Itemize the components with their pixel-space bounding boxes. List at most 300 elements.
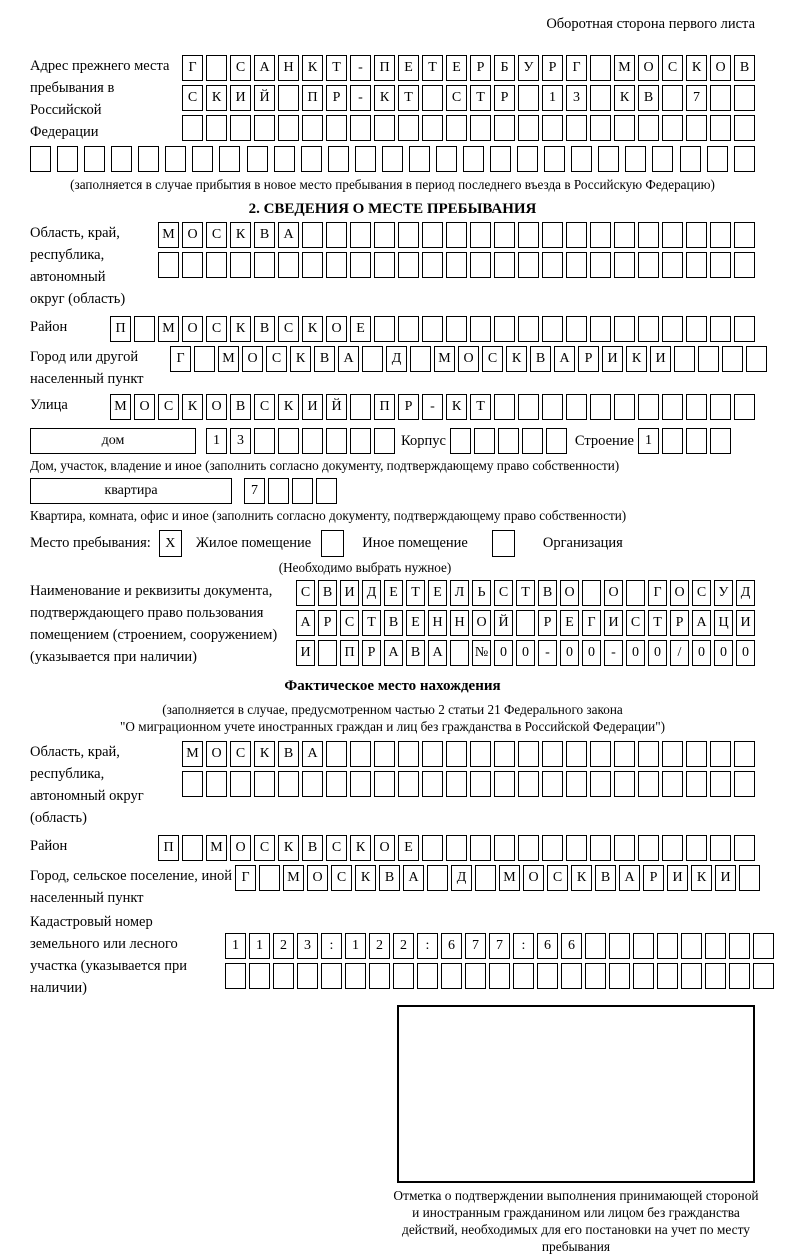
char-cell [494, 115, 515, 141]
char-cell [446, 741, 467, 767]
char-cell: В [530, 346, 551, 372]
korpus-label: Корпус [401, 433, 446, 449]
char-cell: 2 [393, 933, 414, 959]
char-cell [182, 835, 203, 861]
char-cell: 0 [736, 640, 755, 666]
char-cell: С [206, 222, 227, 248]
actual-region-row-1 [182, 741, 755, 767]
char-cell [614, 222, 635, 248]
char-cell: В [406, 640, 425, 666]
char-cell: Т [470, 85, 491, 111]
char-cell: 0 [692, 640, 711, 666]
prev-address-rows [182, 55, 755, 141]
char-cell: 0 [516, 640, 535, 666]
actual-region-rows [182, 741, 755, 797]
char-cell [470, 741, 491, 767]
char-cell [662, 252, 683, 278]
char-cell [638, 316, 659, 342]
char-cell: 7 [465, 933, 486, 959]
char-cell [225, 963, 246, 989]
char-cell [544, 146, 565, 172]
char-cell: М [206, 835, 227, 861]
char-cell [638, 252, 659, 278]
char-cell [446, 835, 467, 861]
char-cell: О [523, 865, 544, 891]
char-cell [374, 252, 395, 278]
char-cell [393, 963, 414, 989]
char-cell: С [340, 610, 359, 636]
char-cell [566, 835, 587, 861]
char-cell [710, 835, 731, 861]
char-cell: М [218, 346, 239, 372]
char-cell [259, 865, 280, 891]
apartment-cells [244, 478, 337, 504]
char-cell [518, 394, 539, 420]
char-cell: С [158, 394, 179, 420]
char-cell: Р [398, 394, 419, 420]
char-cell [566, 252, 587, 278]
char-cell [734, 316, 755, 342]
char-cell [182, 771, 203, 797]
char-cell [614, 252, 635, 278]
char-cell: О [242, 346, 263, 372]
char-cell: Д [736, 580, 755, 606]
char-cell [710, 222, 731, 248]
char-cell [542, 741, 563, 767]
actual-district-label: Район [30, 838, 68, 854]
char-cell [470, 771, 491, 797]
char-cell [626, 580, 645, 606]
char-cell: Е [384, 580, 403, 606]
char-cell [422, 835, 443, 861]
char-cell: 0 [560, 640, 579, 666]
char-cell [518, 85, 539, 111]
char-cell: О [560, 580, 579, 606]
char-cell: В [302, 835, 323, 861]
char-cell [710, 394, 731, 420]
char-cell: 2 [273, 933, 294, 959]
char-cell [585, 963, 606, 989]
char-cell [734, 252, 755, 278]
char-cell [441, 963, 462, 989]
char-cell: И [602, 346, 623, 372]
char-cell [326, 222, 347, 248]
char-cell [734, 394, 755, 420]
char-cell: К [626, 346, 647, 372]
char-cell [84, 146, 105, 172]
document-label: Наименование и реквизиты документа, подтверждающего право пользования помещением (строением, сооружением) (указывается при наличии) [30, 583, 278, 665]
char-cell [710, 115, 731, 141]
char-cell: 2 [369, 933, 390, 959]
char-cell [585, 933, 606, 959]
char-cell: Е [406, 610, 425, 636]
char-cell [422, 771, 443, 797]
char-cell: С [547, 865, 568, 891]
char-cell [382, 146, 403, 172]
street-row [110, 394, 755, 420]
char-cell [321, 963, 342, 989]
char-cell [494, 835, 515, 861]
char-cell [398, 741, 419, 767]
char-cell: Е [560, 610, 579, 636]
char-cell [609, 963, 630, 989]
char-cell [753, 933, 774, 959]
char-cell [494, 741, 515, 767]
char-cell: Е [350, 316, 371, 342]
char-cell: 7 [686, 85, 707, 111]
char-cell: 1 [225, 933, 246, 959]
char-cell: А [278, 222, 299, 248]
char-cell [350, 428, 371, 454]
char-cell: 0 [626, 640, 645, 666]
char-cell: О [472, 610, 491, 636]
char-cell: В [638, 85, 659, 111]
char-cell: Т [422, 55, 443, 81]
char-cell: П [340, 640, 359, 666]
char-cell [686, 115, 707, 141]
char-cell [206, 55, 227, 81]
char-cell [537, 963, 558, 989]
region-field [30, 222, 755, 310]
char-cell: М [158, 316, 179, 342]
prev-address-row-4 [30, 146, 755, 172]
char-cell: М [110, 394, 131, 420]
char-cell [686, 394, 707, 420]
char-cell [542, 771, 563, 797]
char-cell [494, 394, 515, 420]
char-cell: : [321, 933, 342, 959]
char-cell [542, 835, 563, 861]
char-cell: О [206, 394, 227, 420]
char-cell [614, 394, 635, 420]
char-cell [633, 933, 654, 959]
char-cell: В [314, 346, 335, 372]
char-cell: Е [428, 580, 447, 606]
char-cell: К [290, 346, 311, 372]
prev-address-field [30, 55, 755, 143]
char-cell: 1 [542, 85, 563, 111]
char-cell: А [619, 865, 640, 891]
char-cell: В [595, 865, 616, 891]
char-cell [274, 146, 295, 172]
cadastral-label: Кадастровый номер земельного или лесного участка (указывается при наличии) [30, 914, 187, 996]
char-cell: М [182, 741, 203, 767]
char-cell [542, 115, 563, 141]
char-cell [297, 963, 318, 989]
char-cell: А [338, 346, 359, 372]
char-cell [254, 428, 275, 454]
char-cell [734, 222, 755, 248]
char-cell [590, 252, 611, 278]
char-cell: Т [648, 610, 667, 636]
district-row [110, 316, 755, 342]
char-cell: О [374, 835, 395, 861]
char-cell [662, 741, 683, 767]
char-cell [463, 146, 484, 172]
char-cell [302, 115, 323, 141]
char-cell: - [538, 640, 557, 666]
char-cell [734, 741, 755, 767]
char-cell: С [206, 316, 227, 342]
char-cell: Н [278, 55, 299, 81]
char-cell: Г [170, 346, 191, 372]
char-cell [546, 428, 567, 454]
char-cell: С [266, 346, 287, 372]
char-cell [614, 771, 635, 797]
char-cell: Е [398, 55, 419, 81]
char-cell [111, 146, 132, 172]
char-cell: 1 [345, 933, 366, 959]
actual-district-row [158, 835, 755, 861]
char-cell: 0 [494, 640, 513, 666]
char-cell [249, 963, 270, 989]
char-cell: Й [254, 85, 275, 111]
apartment-box-label: квартира [30, 478, 232, 504]
char-cell: О [307, 865, 328, 891]
char-cell [326, 115, 347, 141]
char-cell [705, 933, 726, 959]
char-cell [350, 741, 371, 767]
char-cell [686, 428, 707, 454]
prev-address-caption: (заполняется в случае прибытия в новое место пребывания в период последнего въезда в Российскую Федерацию) [70, 177, 715, 192]
char-cell [369, 963, 390, 989]
char-cell [292, 478, 313, 504]
char-cell [662, 316, 683, 342]
char-cell: К [691, 865, 712, 891]
char-cell [230, 252, 251, 278]
header-note: Оборотная сторона первого листа [546, 16, 755, 32]
char-cell [657, 933, 678, 959]
char-cell [398, 252, 419, 278]
char-cell [734, 835, 755, 861]
char-cell: Р [670, 610, 689, 636]
char-cell [710, 316, 731, 342]
actual-location-title: Фактическое место нахождения [284, 678, 501, 694]
char-cell [422, 85, 443, 111]
char-cell: И [296, 640, 315, 666]
char-cell: Й [494, 610, 513, 636]
char-cell [566, 316, 587, 342]
char-cell: К [686, 55, 707, 81]
char-cell: М [158, 222, 179, 248]
char-cell: С [254, 835, 275, 861]
char-cell [302, 771, 323, 797]
char-cell [638, 771, 659, 797]
char-cell: И [340, 580, 359, 606]
char-cell: В [318, 580, 337, 606]
region-label: Область, край, республика, автономный округ (область) [30, 225, 126, 307]
char-cell [247, 146, 268, 172]
char-cell: М [499, 865, 520, 891]
char-cell: 1 [249, 933, 270, 959]
char-cell: А [428, 640, 447, 666]
char-cell [542, 252, 563, 278]
char-cell [494, 222, 515, 248]
char-cell: М [614, 55, 635, 81]
cadastral-row-1 [225, 933, 774, 959]
stay-checkbox-other [321, 530, 344, 557]
house-caption: Дом, участок, владение и иное (заполнить согласно документу, подтверждающему право собственности) [30, 458, 620, 473]
char-cell [206, 252, 227, 278]
char-cell [422, 222, 443, 248]
char-cell: П [158, 835, 179, 861]
prev-address-label: Адрес прежнего места пребывания в Российской Федерации [30, 58, 170, 140]
char-cell [614, 115, 635, 141]
char-cell: В [538, 580, 557, 606]
char-cell [254, 771, 275, 797]
house-box-label: дом [30, 428, 196, 454]
char-cell [374, 428, 395, 454]
char-cell: П [110, 316, 131, 342]
char-cell [662, 85, 683, 111]
char-cell [680, 146, 701, 172]
char-cell: О [638, 55, 659, 81]
char-cell [494, 252, 515, 278]
char-cell [614, 835, 635, 861]
char-cell: 1 [638, 428, 659, 454]
char-cell [517, 146, 538, 172]
char-cell: Е [446, 55, 467, 81]
char-cell: С [331, 865, 352, 891]
char-cell: А [692, 610, 711, 636]
char-cell: В [734, 55, 755, 81]
stroenie-label: Строение [574, 433, 634, 449]
char-cell [662, 222, 683, 248]
char-cell: 7 [244, 478, 265, 504]
char-cell [450, 640, 469, 666]
document-rows [296, 580, 755, 666]
char-cell: П [374, 394, 395, 420]
char-cell: П [302, 85, 323, 111]
actual-region-label: Область, край, республика, автономный округ (область) [30, 744, 144, 826]
char-cell [350, 222, 371, 248]
char-cell [422, 115, 443, 141]
char-cell [278, 252, 299, 278]
char-cell [590, 115, 611, 141]
char-cell: К [182, 394, 203, 420]
char-cell: И [604, 610, 623, 636]
char-cell [609, 933, 630, 959]
char-cell: К [614, 85, 635, 111]
stay-checkbox-organization [492, 530, 515, 557]
char-cell [566, 222, 587, 248]
char-cell [729, 963, 750, 989]
char-cell: Н [450, 610, 469, 636]
char-cell: 3 [297, 933, 318, 959]
stay-label: Место пребывания: [30, 535, 151, 551]
char-cell: К [446, 394, 467, 420]
char-cell: Н [428, 610, 447, 636]
stamp-box [397, 1005, 755, 1183]
char-cell: О [604, 580, 623, 606]
char-cell [686, 771, 707, 797]
char-cell: О [710, 55, 731, 81]
char-cell [707, 146, 728, 172]
char-cell: К [254, 741, 275, 767]
char-cell: Р [470, 55, 491, 81]
char-cell: К [302, 55, 323, 81]
char-cell: С [254, 394, 275, 420]
char-cell: Д [362, 580, 381, 606]
char-cell: 3 [230, 428, 251, 454]
char-cell [561, 963, 582, 989]
char-cell [571, 146, 592, 172]
char-cell: А [403, 865, 424, 891]
char-cell [326, 771, 347, 797]
char-cell [374, 115, 395, 141]
char-cell [436, 146, 457, 172]
cadastral-row-2 [225, 963, 774, 989]
char-cell [734, 146, 755, 172]
char-cell [302, 428, 323, 454]
char-cell [734, 771, 755, 797]
char-cell: Б [494, 55, 515, 81]
char-cell [542, 316, 563, 342]
stay-option-residential: Жилое помещение [195, 535, 312, 551]
char-cell: Д [386, 346, 407, 372]
form-page [30, 0, 759, 1255]
char-cell [427, 865, 448, 891]
char-cell [518, 771, 539, 797]
char-cell [182, 115, 203, 141]
char-cell [566, 394, 587, 420]
char-cell: О [182, 222, 203, 248]
char-cell: У [518, 55, 539, 81]
char-cell [729, 933, 750, 959]
char-cell [328, 146, 349, 172]
district-field [30, 316, 755, 342]
char-cell: И [667, 865, 688, 891]
apartment-field [30, 478, 755, 504]
char-cell [662, 835, 683, 861]
char-cell: Р [578, 346, 599, 372]
char-cell [513, 963, 534, 989]
city-label: Город или другой населенный пункт [30, 349, 144, 387]
char-cell: / [670, 640, 689, 666]
char-cell [254, 115, 275, 141]
char-cell: С [278, 316, 299, 342]
actual-location-caption-1: (заполняется в случае, предусмотренном частью 2 статьи 21 Федерального закона [162, 702, 623, 717]
char-cell: А [254, 55, 275, 81]
actual-city-row [235, 865, 760, 891]
char-cell: А [554, 346, 575, 372]
prev-address-row-2 [182, 85, 755, 111]
char-cell: 3 [566, 85, 587, 111]
char-cell [590, 316, 611, 342]
char-cell [498, 428, 519, 454]
cadastral-field [30, 911, 755, 999]
char-cell: И [715, 865, 736, 891]
char-cell [398, 316, 419, 342]
char-cell [470, 835, 491, 861]
char-cell: 6 [441, 933, 462, 959]
char-cell [268, 478, 289, 504]
city-row [170, 346, 767, 372]
char-cell: С [494, 580, 513, 606]
char-cell [350, 771, 371, 797]
char-cell: К [571, 865, 592, 891]
char-cell [57, 146, 78, 172]
char-cell [446, 115, 467, 141]
char-cell [518, 252, 539, 278]
char-cell [686, 741, 707, 767]
char-cell: Г [182, 55, 203, 81]
char-cell [362, 346, 383, 372]
document-row-2 [296, 610, 755, 636]
char-cell [345, 963, 366, 989]
char-cell: 0 [648, 640, 667, 666]
char-cell: - [422, 394, 443, 420]
